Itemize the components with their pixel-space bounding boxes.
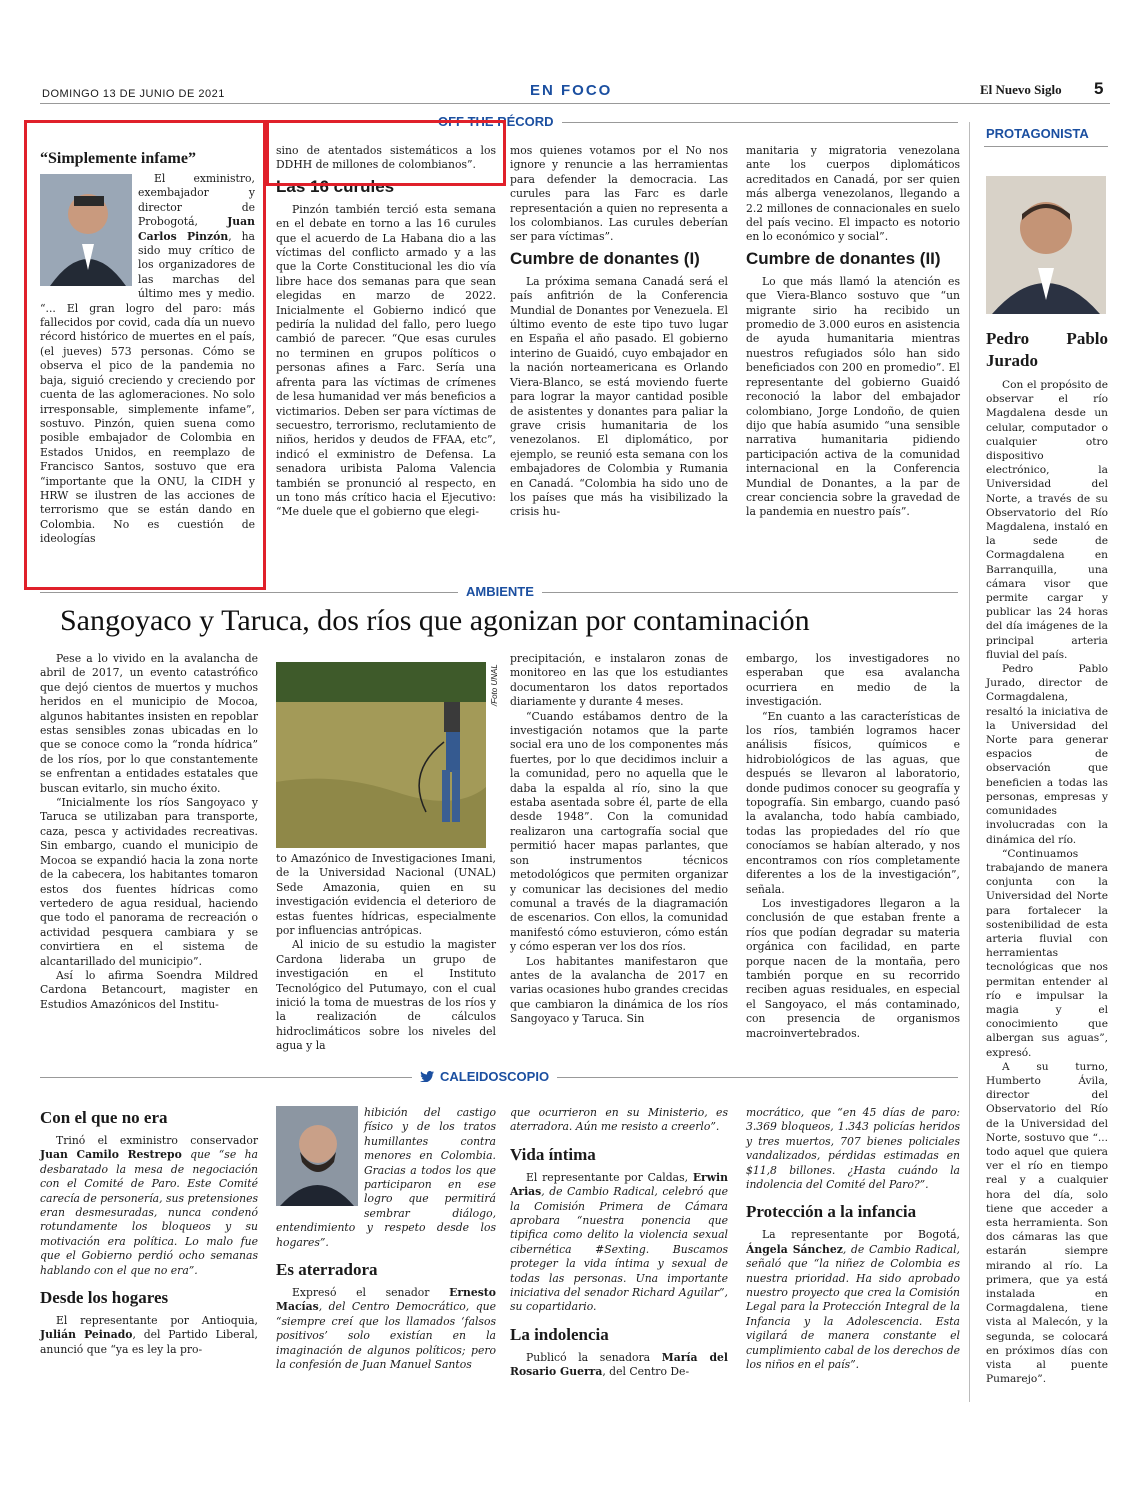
off-col-4 (746, 144, 960, 520)
photo-jurado (986, 176, 1106, 314)
cal-text-2a: El representante por Antioquia, (56, 1314, 258, 1328)
amb-col-4 (746, 652, 960, 1041)
amb-text-4c: Los investigadores llegaron a la conclusión de que estaban frente a ríos que podían degradar su materia orgánica con facilidad, en parte porque nacen de la montaña, pero también porque en su recorrido reciben aguas residuales, en especial el Sangoyaco, el más contaminado, con presencia de organismos macroinvertebrados. (746, 896, 960, 1040)
amb-text-1c: Así lo afirma Soendra Mildred Cardona Betancourt, magister en Estudios Amazónicos del Institu- (40, 968, 258, 1011)
amb-text-3: precipitación, e instalaron zonas de monitoreo en las que los estudiantes documentaron los datos reportados diariamente y durante 4 meses. (510, 652, 728, 709)
headline-vida-intima: Vida íntima (510, 1144, 596, 1164)
amb-text-1: Pese a lo vivido en la avalancha de abril de 2017, un evento catastrófico que dejó cientos de muertos y muchos heridos en el municipio de Mocoa, algunos habitantes insisten en repoblar estas sensibles zonas ubicadas en lo que se conoce como la “ronda hídrica” de los ríos, por lo que constantemente se enfrentan a entidades estatales que buscan evitarlo, sin mucho éxito. (40, 652, 258, 795)
cal-text-9a: La representante por Bogotá, (762, 1228, 960, 1242)
headline-simplemente-infame: “Simplemente infame” (40, 150, 196, 167)
headline-con-el-que-no-era: Con el que no era (40, 1108, 168, 1127)
photo-river (276, 662, 486, 848)
page-number: 5 (1094, 79, 1104, 98)
photo-credit: /Foto UNAL (490, 664, 499, 706)
cal-col-3 (510, 1106, 728, 1380)
amb-text-4: embargo, los investigadores no esperaban que esa avalancha ocurriera en medio de la investigación. (746, 652, 960, 709)
off-record-label: OFF THE RÉCORD (430, 114, 562, 129)
cal-text-8: mocrático, que “en 45 días de paro: 3.369 bloqueos, 1.343 policías heridos y tres muertos, 707 bienes policiales vandalizados, pérdidas estimadas en $11,8 billones. ¿Hasta cuándo la indolencia del Comité del Paro?”. (746, 1106, 960, 1192)
column-divider (969, 122, 970, 1402)
text-c2-top: sino de atentados sistemáticos a los DDHH de millones de colombianos”. (276, 144, 496, 172)
headline-16-curules: Las 16 curules (276, 176, 395, 196)
headline-proteccion-infancia: Protección a la infancia (746, 1202, 917, 1222)
cal-text-6a: El representante por Caldas, (526, 1170, 693, 1184)
ambiente-headline: Sangoyaco y Taruca, dos ríos que agonizan por contaminación (60, 604, 810, 637)
text-c1-b: , ha sido muy crítico de los organizadores de las marchas del último mes y medio. “... El gran logro del paro: más fallecidos por covid, cada día un nuevo récord histórico de muertes en el país, (el jueves) 573 personas. Cómo se observa el pico de la pandemia no baja, siguió creciendo y creciendo por cuenta de las aglomeraciones. No solo irresponsable, simplemente infame”, sostuvo. Pinzón, quien suena como posible embajador de Colombia en Estados Unidos, en reemplazo de Francisco Santos, sostuvo que era “importante que la ONU, la CIDH y HRW se ilustren de las acciones de terrorismo que se están dando en Colombia. No es cuestión de ideologías (40, 229, 255, 546)
prot-text-1: Con el propósito de observar el río Magdalena desde un celular, computador o cualquier otro dispositivo electrónico, la Universidad del Norte, a través de su Observatorio del Río Magdalena, instaló en la sede de Cormagdalena en Barranquilla, una cámara visor que permite cargar y publicar las 24 horas del día imágenes de la principal arteria fluvial del país. (986, 379, 1108, 661)
off-col-3 (510, 144, 728, 520)
ambiente-label: AMBIENTE (458, 584, 542, 599)
name-arias: Erwin Arias (510, 1170, 728, 1199)
cal-col-1 (40, 1106, 258, 1357)
amb-col-1 (40, 652, 258, 1012)
amb-text-4b: “En cuanto a las características de los ríos, también logramos hacer análisis físicos, químicos e hidrobiológicos de las aguas, que después se llevaron al laboratorio, donde pudimos conocer su geografía y topografía. Sin embargo, cuando pasó la avalancha, todo había cambiado, todas las propiedades del río que conocíamos se habían alterado, y nos encontramos con ríos completamente diferentes a los de la investigación”, señala. (746, 709, 960, 896)
amb-text-2: to Amazónico de Investigaciones Imani, de la Universidad Nacional (UNAL) Sede Amazonia, quien en su investigación evidencia el deterioro de estas fuentes hídricas, especialmente por influencias antrópicas. (276, 852, 496, 938)
caleido-label (412, 1069, 557, 1084)
amb-col-2 (276, 852, 496, 1054)
portrait-icon (276, 1106, 358, 1206)
caleido-text: CALEIDOSCOPIO (440, 1069, 550, 1084)
name-peinado: Julián Peinado (40, 1328, 133, 1342)
text-c4-body: Lo que más llamó la atención es que Viera-Blanco sostuvo que “un migrante sirio ha recibido un promedio de 3.000 euros en asistencia de ayuda humanitaria mientras nuestros refugiados sólo han sido beneficiados con 200 en promedio”. El representante del gobierno Guaidó reconoció la labor del embajador colombiano, Jorge Londoño, de quien dijo que había asumido “una sensible narrativa humanitaria pidiendo participación activa de la comunidad internacional en la Conferencia Mundial de Donantes, a la par de crear conciencia sobre la gravedad de la pandemia en nuestro país”. (746, 274, 960, 519)
name-restrepo: Juan Camilo Restrepo (40, 1148, 182, 1162)
text-c4-top: manitaria y migratoria venezolana ante los cuerpos diplomáticos acreditados en Canadá, por ser quien más alberga venezolanos, llegando a 2.2 millones de connacionales en suelo del país vecino. El impacto es notorio en lo económico y social”. (746, 144, 960, 244)
headline-es-aterradora: Es aterradora (276, 1260, 378, 1280)
headline-cumbre-1: Cumbre de donantes (I) (510, 248, 700, 268)
cal-text-4b: , del Centro Democrático, que “siempre creí que los llamados ‘falsos positivos’ solo existían en la imaginación de algunos políticos; pero la confesión de Juan Manuel Santos (276, 1300, 496, 1372)
portrait-icon (986, 176, 1106, 314)
cal-text-7b: , del Centro De- (602, 1365, 690, 1379)
text-c2-body: Pinzón también terció esta semana en el debate en torno a las 16 curules que el acuerdo de La Habana dio a las víctimas del conflicto armado y a las que la Corte Constitucional les dio vía libre hace dos semanas para que sean elegidas en marzo de 2022. Inicialmente el Gobierno indicó que pediría la nulidad del fallo, pero luego cambió de parecer. “Que esas curules no terminen en grupos políticos o personas afines a Farc. Sería una afrenta para las víctimas de crímenes de lesa humanidad ver más beneficios a victimarios. Deben ser para víctimas de secuestro, terrorismo, reclutamiento de niños, heridos y deudos de FFAA, etc”, indicó el exministro de Defensa. La senadora uribista Paloma Valencia también se pronunció al respecto, en un tono más crítico hacia el Ejecutivo: “Me duele que el gobierno que elegi- (276, 202, 496, 519)
protagonista-label: PROTAGONISTA (986, 126, 1089, 141)
off-col-2 (276, 144, 496, 520)
text-c3-body: La próxima semana Canadá será el país anfitrión de la Conferencia Mundial de Donantes por Venezuela. El último evento de este tipo tuvo lugar en España el año pasado. El gobierno interino de Guaidó, cuyo embajador en la nación norteamericana es Orlando Viera-Blanco, se está moviendo fuerte para lograr la mayor cantidad posible de asistentes y donantes para paliar la grave crisis humanitaria de los venezolanos. El diplomático, por ejemplo, se reunió esta semana con los embajadores de Colombia y Rumania en Canadá. “Colombia ha sido uno de los países que más ha visibilizado la crisis hu- (510, 274, 728, 519)
prot-text-2: Pedro Pablo Jurado, director de Cormagdalena, resaltó la iniciativa de la Universidad del Norte para generar espacios de observación que beneficien a todas las personas, empresas y comunidades involucradas con la dinámica del río. (986, 663, 1108, 846)
amb-text-2b: Al inicio de su estudio la magister Cardona lideraba un grupo de investigación en el Instituto Tecnológico del Putumayo, con el cual inició la toma de muestras de los ríos y la realización de cálculos hidroclimáticos sobre los niveles del agua y la (276, 938, 496, 1053)
protagonista-rule (984, 146, 1108, 147)
highlight-box-2 (266, 120, 506, 186)
section-title: EN FOCO (530, 82, 613, 99)
edition-date: DOMINGO 13 DE JUNIO DE 2021 (42, 88, 225, 100)
headline-cumbre-2: Cumbre de donantes (II) (746, 248, 941, 268)
amb-text-3c: Los habitantes manifestaron que antes de la avalancha de 2017 en varias ocasiones hubo grandes crecidas que cambiaron la dinámica de los ríos Sangoyaco y Taruca. Sin (510, 954, 728, 1026)
headline-desde-los-hogares: Desde los hogares (40, 1288, 169, 1308)
cal-col-2 (276, 1106, 496, 1373)
cal-text-1a: Trinó el exministro conservador (56, 1134, 258, 1147)
headline-la-indolencia: La indolencia (510, 1324, 609, 1344)
cal-text-3: hibición del castigo físico y de los tratos humillantes contra menores en Colombia. Gracias a todos los que participaron en ese logro que permitirá sembrar diálogo, entendimiento y respeto desde los hogares”. (276, 1106, 496, 1249)
prot-text-3: “Continuamos trabajando de manera conjunta con la Universidad del Norte para fortalecer la sostenibilidad de esta arteria fluvial con herramientas tecnológicas que nos permitan entender al río e impulsar la magia y el conocimiento que albergan sus aguas”, expresó. (986, 847, 1108, 1059)
cal-col-4 (746, 1106, 960, 1373)
twitter-bird-icon (420, 1071, 434, 1082)
highlight-box-1 (24, 120, 266, 590)
cal-text-2b: , del Partido Liberal, anunció que “ya es ley la pro- (40, 1328, 258, 1356)
name-sanchez: Ángela Sánchez (746, 1242, 843, 1256)
protagonista-col (986, 326, 1108, 1386)
cal-text-9b: , de Cambio Radical, señaló que “la niñez de Colombia es nuestra prioridad. Ha sido aprobado nuestro proyecto que crea la Comisión Legal para la Protección Integral de la Infancia y la Adolescencia. Esta vigilará de manera constante el cumplimiento cabal de los derechos de los niños en el país”. (746, 1242, 960, 1372)
name-macias: Ernesto Macías (276, 1286, 496, 1314)
masthead: El Nuevo Siglo (980, 82, 1062, 97)
text-c3-top: mos quienes votamos por el No nos ignore y renuncie a las herramientas para defender la democracia. Las curules para las Farc es darle representación a quien no representa a los colombianos. Las curules deberían ser para víctimas”. (510, 144, 728, 244)
cal-text-1b: que “se ha desbaratado la mesa de negociación con el Comité de Paro. Este Comité carecía de personería, sus pretensiones eran desmesuradas, nunca condenó rotundamente los bloqueos y su motivación era política. Lo malo fue que el Gobierno perdió ocho semanas hablando con el que no era”. (40, 1148, 258, 1277)
cal-text-6b: , de Cambio Radical, celebró que la Comisión Primera de Cámara aprobara “nuestra ponencia que tipifica como delito la violencia sexual cibernética #Sexting. Buscamos proteger la vida íntima y sexual de todas las personas. Una importante iniciativa del senador Richard Aguilar”, su copartidario. (510, 1185, 728, 1314)
cal-text-7a: Publicó la senadora (526, 1350, 662, 1364)
name-pinzon: Juan Carlos Pinzón (138, 215, 255, 243)
amb-text-1b: “Inicialmente los ríos Sangoyaco y Taruca se utilizaban para transporte, caza, pesca y actividades recreativas. Sin embargo, cuando el municipio de Mocoa se expandió hacia la zona norte de la cabecera, los habitantes tomaron estos dos fuentes hídricas como vertedero de agua residual, haciendo que todo el panorama de recreación o actividad pesquera cambiara y se convirtiera en el sistema de alcantarillado del municipio”. (40, 796, 258, 968)
protagonista-name: Pedro Pablo Jurado (986, 329, 1108, 370)
photo-peinado (276, 1106, 358, 1206)
river-photo-icon (276, 662, 486, 848)
text-c1-a: El exministro, exembajador y director de Probogotá, (138, 172, 255, 229)
cal-text-5: que ocurrieron en su Ministerio, es aterradora. Aún me resisto a creerlo”. (510, 1106, 728, 1134)
amb-col-3 (510, 652, 728, 1027)
header-rule (40, 103, 1110, 104)
cal-text-4a: Expresó el senador (292, 1286, 450, 1300)
prot-text-4: A su turno, Humberto Ávila, director del Observatorio del Río de la Universidad del Norte, sostuvo que “... todo aquel que quiera ver el río en tiempo real y a cualquier hora del día, solo tiene que acceder a esta herramienta. Son dos cámaras las que estarán siempre mirando al río. La primera, que ya está instalada en Cormagdalena, tiene vista al Malecón, y la segunda, se colocará en próximos días con vista al puente Pumarejo”. (986, 1060, 1108, 1386)
amb-text-3b: “Cuando estábamos dentro de la investigación notamos que la parte social era uno de los componentes más fuertes, por lo que decidimos incluir a la comunidad, pero no aquella que le daba la espalda al río, sino la que estaba asentada sobre él, parte de ella desde 1948”. Con la comunidad realizaron una cartografía social que permitió hacer mapas parlantes, que son instrumentos técnicos metodológicos que permiten organizar y comunicar las decisiones del medio comunal a través de la diagramación de escenarios. Con ellos, la comunidad manifestó cómo estuvieron, cómo están y cómo esperan ver los dos ríos. (510, 709, 728, 954)
name-guerra: María del Rosario Guerra (510, 1350, 728, 1379)
